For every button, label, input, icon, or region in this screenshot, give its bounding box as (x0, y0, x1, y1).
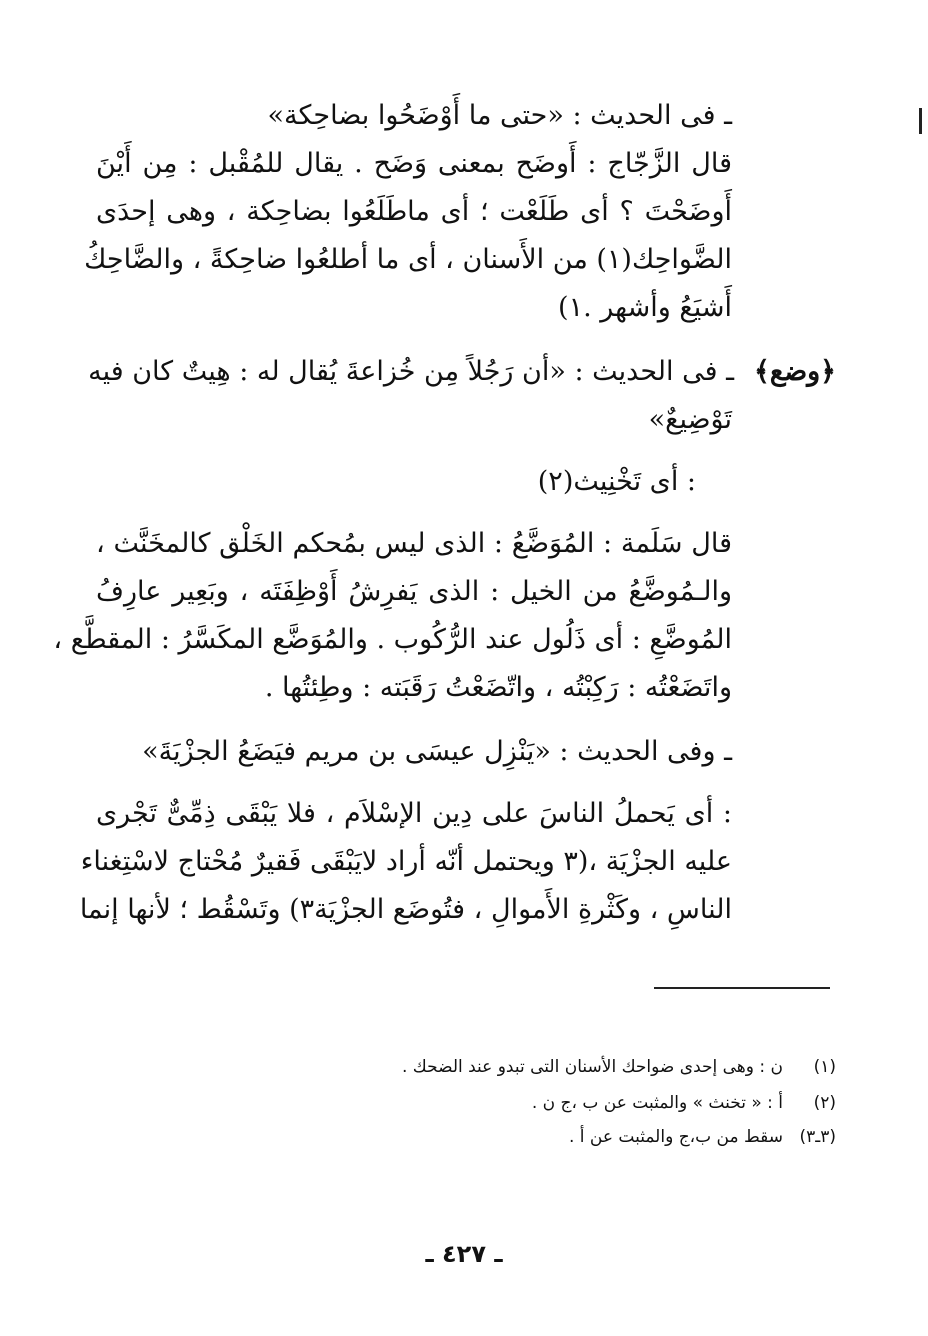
body-line-2: قال الزَّجّاج : أَوضَح بمعنى وَضَح . يقال للمُقْبل : مِن أَيْنَ (96, 148, 732, 179)
body-line-9: قال سَلَمة : المُوَضَّعُ : الذى ليس بمُحكم الخَلْق كالمخَنَّث ، (96, 528, 732, 559)
footnote-2-number: (٢) (813, 1093, 836, 1113)
footnote-separator (654, 987, 830, 989)
body-line-11: المُوضَّعِ : أى ذَلُول عند الرُّكُوب . والمُوَضَّع المكَسَّرُ : المقطَّع ، (53, 624, 732, 655)
page-number: ـ ٤٢٧ ـ (425, 1240, 503, 1268)
body-line-7: تَوْضِيعٌ» (648, 404, 732, 435)
body-line-12: واتَضَعْتُه : رَكِبْتُه ، واتّضَعْتُ رَقَبَته : وطِئتُها . (264, 672, 732, 703)
body-line-15: عليه الجزْيَة ،(٣ ويحتمل أنّه أراد لايَبْقَى فَقيرٌ مُحْتاج لاسْتِغناء (80, 846, 732, 877)
footnote-3-number: (٣ـ٣) (799, 1127, 836, 1147)
body-line-16: الناسِ ، وكَثْرةِ الأَموالِ ، فتُوضَع الجزْيَة٣) وتَسْقُط ؛ لأنها إنما (79, 894, 732, 925)
footnote-2-text: أ : « تخنث » والمثبت عن ب ،ج ن . (531, 1093, 783, 1113)
footnote-1-text: ن : وهى إحدى ضواحك الأسنان التى تبدو عند الضحك . (401, 1057, 783, 1077)
hadith-line-1: ـ فى الحديث : «حتى ما أَوْضَحُوا بضاحِكة» (267, 100, 732, 131)
body-line-10: والـمُوضَّعُ من الخيل : الذى يَفرِشُ أَوْظِفَتَه ، وبَعِير عارِفُ (96, 576, 732, 607)
body-line-3: أَوضَحْتَ ؟ أى طَلَعْت ؛ أى ماطَلَعُوا بضاحِكة ، وهى إحدَى (96, 196, 732, 227)
entry-head-wad: ﴿وضع﴾ (754, 356, 836, 387)
body-line-8: : أى تَخْنِيث(٢) (537, 466, 696, 497)
hadith-line-2: ـ فى الحديث : «أن رَجُلاً مِن خُزاعةَ يُقال له : هِيتٌ كان فيه (88, 356, 734, 387)
body-line-4: الضَّواحِك(١) من الأَسنان ، أى ما أطلعُوا ضاحِكةً ، والضَّاحِكُ (84, 244, 732, 275)
hadith-line-3: ـ وفى الحديث : «يَنْزِل عيسَى بن مريم فيَضَعُ الجزْيَةَ» (142, 736, 732, 767)
body-line-5: أَشيَعُ وأشهر .١) (558, 292, 732, 323)
footnote-3-text: سقط من ب،ج والمثبت عن أ . (568, 1127, 783, 1147)
edge-mark (919, 108, 922, 134)
body-line-14: : أى يَحملُ الناسَ على دِين الإسْلاَم ، فلا يَبْقَى ذِمِّىٌّ تَجْرى (96, 798, 732, 829)
footnote-1-number: (١) (813, 1057, 836, 1077)
